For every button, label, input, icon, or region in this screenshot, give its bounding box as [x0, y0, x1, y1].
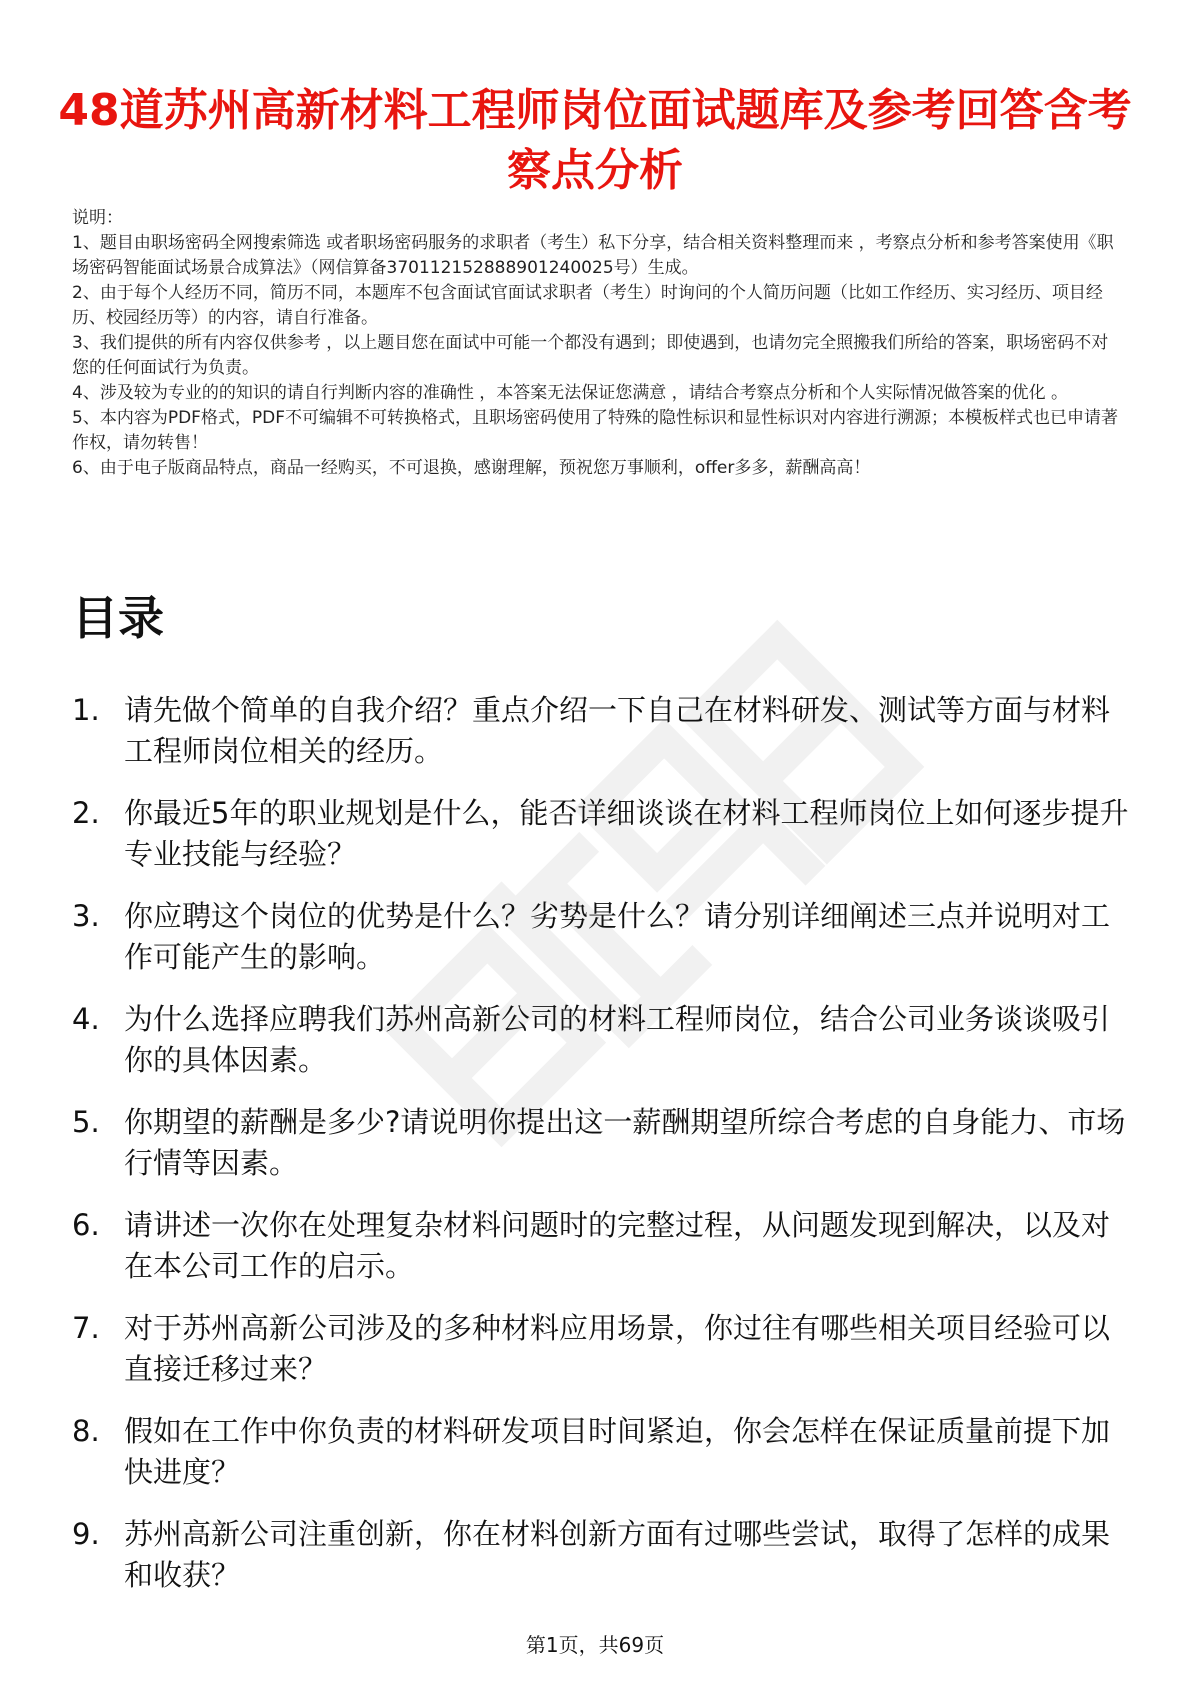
- toc-item-number: 6.: [72, 1208, 100, 1242]
- document-title: 48道苏州高新材料工程师岗位面试题库及参考回答含考察点分析: [58, 85, 1132, 197]
- toc-item-text: 请先做个简单的自我介绍？重点介绍一下自己在材料研发、测试等方面与材料工程师岗位相关的经历。: [124, 693, 1111, 768]
- toc-item-text: 苏州高新公司注重创新，你在材料创新方面有过哪些尝试，取得了怎样的成果和收获？: [124, 1517, 1111, 1592]
- note-item: 5、本内容为PDF格式，PDF不可编辑不可转换格式，且职场密码使用了特殊的隐性标识和显性标识对内容进行溯源；本模板样式也已申请著作权，请勿转售！: [72, 408, 1119, 453]
- toc-item-number: 8.: [72, 1414, 100, 1448]
- note-item: 4、涉及较为专业的的知识的请自行判断内容的准确性 ，本答案无法保证您满意 ，请结合考察点分析和个人实际情况做答案的优化 。: [72, 383, 1069, 403]
- toc-item[interactable]: [72, 1514, 1132, 1596]
- toc-item-number: 2.: [72, 796, 100, 830]
- toc-item[interactable]: [72, 896, 1132, 978]
- toc-item-text: 假如在工作中你负责的材料研发项目时间紧迫，你会怎样在保证质量前提下加快进度？: [124, 1414, 1111, 1489]
- toc-item[interactable]: [72, 690, 1132, 772]
- toc-item[interactable]: [72, 1308, 1132, 1390]
- page-footer: 第1页，共69页: [525, 1633, 665, 1657]
- toc-list: [72, 690, 1132, 1617]
- toc-item-text: 请讲述一次你在处理复杂材料问题时的完整过程，从问题发现到解决，以及对在本公司工作的启示。: [124, 1208, 1111, 1283]
- toc-item-text: 你应聘这个岗位的优势是什么？劣势是什么？请分别详细阐述三点并说明对工作可能产生的影响。: [124, 899, 1111, 974]
- toc-item-text: 对于苏州高新公司涉及的多种材料应用场景，你过往有哪些相关项目经验可以直接迁移过来？: [124, 1311, 1111, 1386]
- toc-item[interactable]: [72, 999, 1132, 1081]
- toc-item-number: 1.: [72, 693, 100, 727]
- toc-item-number: 3.: [72, 899, 100, 933]
- note-item: 6、由于电子版商品特点，商品一经购买，不可退换，感谢理解，预祝您万事顺利，offer多多，薪酬高高！: [72, 458, 871, 478]
- toc-item[interactable]: [72, 1205, 1132, 1287]
- toc-item[interactable]: [72, 1102, 1132, 1184]
- toc-item-text: 为什么选择应聘我们苏州高新公司的材料工程师岗位，结合公司业务谈谈吸引你的具体因素。: [124, 1002, 1111, 1077]
- toc-item-number: 4.: [72, 1002, 100, 1036]
- notes-section: [72, 206, 1122, 481]
- note-item: 2、由于每个人经历不同，简历不同，本题库不包含面试官面试求职者（考生）时询问的个人简历问题（比如工作经历、实习经历、项目经历、校园经历等）的内容，请自行准备。: [72, 283, 1103, 328]
- toc-item[interactable]: [72, 1411, 1132, 1493]
- toc-item-text: 你最近5年的职业规划是什么，能否详细谈谈在材料工程师岗位上如何逐步提升专业技能与经验？: [124, 796, 1129, 871]
- toc-item-number: 5.: [72, 1105, 100, 1139]
- toc-item-number: 7.: [72, 1311, 100, 1345]
- notes-label: 说明：: [72, 208, 123, 228]
- toc-item-number: 9.: [72, 1517, 100, 1551]
- toc-heading: 目录: [72, 591, 164, 645]
- note-item: 1、题目由职场密码全网搜索筛选 或者职场密码服务的求职者（考生）私下分享，结合相关资料整理而来 ，考察点分析和参考答案使用《职场密码智能面试场景合成算法》（网信算备370112152888901240025号）生成。: [72, 233, 1114, 278]
- toc-item-text: 你期望的薪酬是多少?请说明你提出这一薪酬期望所综合考虑的自身能力、市场行情等因素。: [124, 1105, 1126, 1180]
- toc-item[interactable]: [72, 793, 1132, 875]
- note-item: 3、我们提供的所有内容仅供参考 ，以上题目您在面试中可能一个都没有遇到；即使遇到，也请勿完全照搬我们所给的答案，职场密码不对您的任何面试行为负责。: [72, 333, 1109, 378]
